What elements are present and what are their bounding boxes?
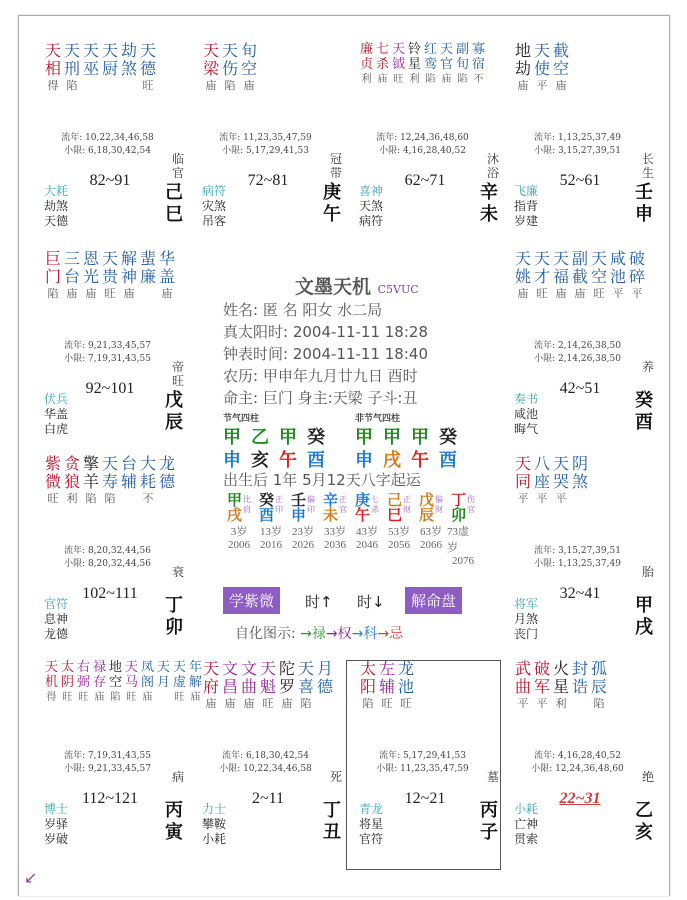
hour-down-button[interactable]: 时↓	[357, 593, 385, 611]
star: 陀 罗 庙	[278, 659, 295, 710]
dayun-item[interactable]: 辛 未 正 官 33岁 2036	[322, 491, 347, 551]
star: 天 巫	[82, 41, 99, 78]
feijieqi-stems: 甲 甲 甲 癸	[355, 427, 457, 448]
palace-si[interactable]	[30, 12, 185, 228]
legend-ji: →忌	[377, 626, 404, 642]
star: 天 相 得	[44, 41, 61, 92]
ganzhi: 丁丑	[323, 800, 341, 843]
star: 太 阳 陷	[359, 659, 376, 710]
star: 天 喜 陷	[297, 659, 314, 710]
life-stage: 长生	[641, 152, 654, 180]
selected-palace-outline	[346, 660, 501, 870]
star: 年 解 庙	[188, 660, 202, 703]
star: 禄 存 庙	[92, 660, 106, 703]
decade-range: 42~51	[559, 380, 601, 397]
life-stage: 衰	[171, 565, 184, 579]
decade-range: 52~61	[559, 172, 601, 189]
xiaoxian-ages: 小限: 10,22,34,46,58	[219, 764, 312, 774]
star: 右 弼 旺	[76, 660, 90, 703]
jieqi-stems: 甲 乙 甲 癸	[223, 427, 325, 448]
spirit-list: 青龙 将星 官符	[359, 802, 384, 846]
star: 贪 狼 利	[63, 454, 80, 505]
dayun-item[interactable]: 壬 申 偏 印 23岁 2026	[290, 491, 315, 551]
star: 咸 池 平	[609, 249, 626, 300]
star: 天 伤 陷	[221, 41, 238, 92]
star: 紫 微 旺	[44, 454, 61, 505]
legend-quan: →权	[325, 626, 352, 642]
star: 天 哭 平	[552, 454, 569, 505]
decade-range: 2~11	[251, 790, 285, 807]
star: 劫 煞	[120, 41, 137, 78]
dayun-item[interactable]: 丁 卯 伤 官 73虚岁 2076	[447, 491, 475, 567]
ganzhi: 癸酉	[635, 390, 653, 433]
liunian-years: 流年: 12,24,36,48,60	[376, 133, 469, 143]
true-solar-time: 真太阳时: 2004-11-11 18:28	[223, 323, 428, 341]
spirit-list: 大耗 劫煞 天德	[44, 184, 69, 228]
star: 龙 池 旺	[397, 659, 414, 710]
lunar-date: 农历: 甲申年九月廿九日 酉时	[223, 367, 418, 385]
star: 天 厨	[101, 41, 118, 78]
xiaoxian-ages: 小限: 2,14,26,38,50	[534, 354, 621, 364]
ganzhi: 辛未	[480, 182, 498, 225]
self-transform-legend: 自化图示: →禄→权→科→忌	[235, 626, 404, 642]
star: 孤 辰 陷	[590, 659, 607, 710]
decade-range: 112~121	[81, 790, 139, 807]
star: 红 鸾 陷	[423, 42, 437, 85]
star: 天 钺 旺	[391, 42, 405, 85]
star-list	[514, 455, 589, 507]
palace-chen[interactable]	[30, 220, 185, 436]
interpret-chart-button[interactable]: 解命盘	[405, 587, 462, 614]
star: 天 月	[156, 660, 170, 690]
star-list	[202, 42, 258, 94]
xiaoxian-ages: 小限: 5,17,29,41,53	[222, 146, 309, 156]
xiaoxian-ages: 小限: 6,18,30,42,54	[64, 146, 151, 156]
star: 武 曲 平	[514, 659, 531, 710]
star: 廉 贞 利	[359, 42, 373, 85]
star: 副 截 庙	[571, 249, 588, 300]
ganzhi: 乙亥	[635, 800, 653, 843]
arrow-down-left-icon: ↙	[24, 868, 38, 887]
ganzhi: 丁卯	[165, 595, 183, 638]
liunian-years: 流年: 9,21,33,45,57	[64, 341, 151, 351]
ganzhi: 丙寅	[165, 800, 183, 843]
dayun-row	[223, 493, 479, 567]
jieqi-branches: 申 亥 午 酉	[223, 450, 325, 471]
decade-range[interactable]: 22~31	[559, 790, 601, 807]
liunian-years: 流年: 10,22,34,46,58	[61, 133, 154, 143]
palace-wei[interactable]	[345, 12, 500, 228]
liunian-years: 流年: 8,20,32,44,56	[64, 546, 151, 556]
star: 地 空 陷	[108, 660, 122, 703]
star: 铃 星 利	[407, 42, 421, 85]
palace-yin[interactable]	[30, 630, 202, 846]
spirit-list: 奏书 咸池 晦气	[514, 392, 539, 436]
decade-range: 32~41	[559, 585, 601, 602]
star: 七 杀 庙	[375, 42, 389, 85]
star-list	[514, 42, 570, 94]
star: 天 府 庙	[202, 659, 219, 710]
liunian-years: 流年: 5,17,29,41,53	[379, 751, 466, 761]
start-luck: 出生后 1年 5月12天八字起运	[223, 471, 421, 489]
star: 破 军 平	[533, 659, 550, 710]
star: 截 空 庙	[552, 41, 569, 92]
life-stage: 绝	[641, 770, 654, 784]
liunian-years: 流年: 2,14,26,38,50	[534, 341, 621, 351]
ganzhi: 壬申	[635, 182, 653, 225]
legend-ke: →科	[351, 626, 378, 642]
star: 天 刑 陷	[63, 41, 80, 92]
dayun-item[interactable]: 己 巳 正 财 53岁 2056	[386, 491, 411, 551]
xiaoxian-ages: 小限: 8,20,32,44,56	[64, 559, 151, 569]
ganzhi: 丙子	[480, 800, 498, 843]
star: 天 同 平	[514, 454, 531, 505]
star-list	[44, 250, 176, 302]
star: 凤 阁 庙	[140, 660, 154, 703]
xiaoxian-ages: 小限: 9,21,33,45,57	[64, 764, 151, 774]
palace-mao[interactable]	[30, 425, 185, 641]
star: 巨 门 陷	[44, 249, 61, 300]
clock-time: 钟表时间: 2004-11-11 18:40	[223, 345, 428, 363]
star: 阴 煞	[571, 454, 588, 491]
life-stage: 死	[329, 770, 342, 784]
jieqi-label: 节气四柱	[223, 414, 260, 424]
feijieqi-branches: 申 戌 午 酉	[355, 450, 457, 471]
spirit-list: 力士 攀鞍 小耗	[202, 802, 227, 846]
star: 天 虚 旺	[172, 660, 186, 703]
star-list	[359, 42, 486, 88]
hour-up-button[interactable]: 时↑	[305, 593, 333, 611]
liunian-years: 流年: 7,19,31,43,55	[64, 751, 151, 761]
spirit-list: 飞廉 指背 岁建	[514, 184, 539, 228]
life-stage: 帝旺	[171, 360, 184, 388]
life-stage: 病	[171, 770, 184, 784]
star: 天 机 得	[44, 660, 58, 703]
star: 擎 羊 陷	[82, 454, 99, 505]
star: 文 曲 庙	[240, 659, 257, 710]
star: 天 官 庙	[439, 42, 453, 85]
ganzhi: 己巳	[165, 182, 183, 225]
life-stage: 临官	[171, 152, 184, 180]
liunian-years: 流年: 1,13,25,37,49	[534, 133, 621, 143]
liunian-years: 流年: 3,15,27,39,51	[534, 546, 621, 556]
star: 左 辅 旺	[378, 659, 395, 710]
life-lords: 命主: 巨门 身主:天梁 子斗:丑	[223, 389, 418, 407]
star: 蜚 廉	[139, 249, 156, 286]
ganzhi: 甲戌	[635, 595, 653, 638]
chart-code: C5VUC	[377, 283, 419, 296]
star-list	[202, 660, 334, 712]
star: 华 盖 庙	[158, 249, 175, 300]
star-list	[514, 250, 646, 302]
xiaoxian-ages: 小限: 11,23,35,47,59	[376, 764, 469, 774]
star: 天 福 庙	[552, 249, 569, 300]
spirit-list: 官符 息神 龙德	[44, 597, 69, 641]
legend-lu: →禄	[300, 626, 326, 642]
life-stage: 养	[641, 360, 654, 374]
star: 寡 宿 不	[471, 42, 485, 85]
star: 封 诰	[571, 659, 588, 696]
decade-range: 12~21	[404, 790, 446, 807]
palace-shen[interactable]	[500, 12, 655, 228]
star: 天 使 平	[533, 41, 550, 92]
spirit-list: 喜神 天煞 病符	[359, 184, 384, 228]
star-list	[44, 455, 176, 507]
palace-xu[interactable]	[500, 425, 655, 641]
learn-ziwei-button[interactable]: 学紫微	[223, 587, 280, 614]
star: 天 马 旺	[124, 660, 138, 703]
star-list	[44, 42, 157, 94]
life-stage: 胎	[641, 565, 654, 579]
ganzhi: 戊辰	[165, 390, 183, 433]
star: 天 贵 旺	[101, 249, 118, 300]
life-stage: 冠带	[329, 152, 342, 180]
liunian-years: 流年: 4,16,28,40,52	[534, 751, 621, 761]
spirit-list: 病符 灾煞 吊客	[202, 184, 227, 228]
star-list	[514, 660, 608, 712]
center-panel	[215, 265, 485, 660]
palace-wu[interactable]	[188, 12, 343, 228]
name-line: 姓名: 匿 名 阳女 水二局	[223, 301, 383, 319]
star: 天 姚 庙	[514, 249, 531, 300]
star: 天 德 旺	[139, 41, 156, 92]
star: 三 台 庙	[63, 249, 80, 300]
decade-range: 72~81	[247, 172, 289, 189]
decade-range: 62~71	[404, 172, 446, 189]
ganzhi: 庚午	[323, 182, 341, 225]
palace-chou[interactable]	[188, 630, 343, 846]
palace-hai[interactable]	[500, 630, 655, 846]
life-stage: 墓	[486, 770, 499, 784]
star: 旬 空 庙	[240, 41, 257, 92]
xiaoxian-ages: 小限: 4,16,28,40,52	[379, 146, 466, 156]
xiaoxian-ages: 小限: 1,13,25,37,49	[534, 559, 621, 569]
star: 解 神 庙	[120, 249, 137, 300]
star: 天 魁 旺	[259, 659, 276, 710]
star: 副 旬 陷	[455, 42, 469, 85]
decade-range: 92~101	[85, 380, 135, 397]
decade-range: 82~91	[89, 172, 131, 189]
xiaoxian-ages: 小限: 3,15,27,39,51	[534, 146, 621, 156]
xiaoxian-ages: 小限: 12,24,36,48,60	[531, 764, 624, 774]
palace-you[interactable]	[500, 220, 655, 436]
app-title: 文墨天机 C5VUC	[295, 276, 419, 298]
star: 文 昌 庙	[221, 659, 238, 710]
liunian-years: 流年: 6,18,30,42,54	[222, 751, 309, 761]
feijieqi-label: 非节气四柱	[355, 414, 401, 424]
spirit-list: 小耗 亡神 贯索	[514, 802, 539, 846]
dayun-item[interactable]: 甲 戌 比 肩 3岁 2006	[226, 491, 251, 551]
star: 天 寿 陷	[101, 454, 118, 505]
life-stage: 沐浴	[486, 152, 499, 180]
dayun-item[interactable]: 癸 酉 正 印 13岁 2016	[258, 491, 283, 551]
star: 地 劫 庙	[514, 41, 531, 92]
spirit-list: 将军 月煞 丧门	[514, 597, 539, 641]
star: 天 梁 庙	[202, 41, 219, 92]
star: 龙 德	[158, 454, 175, 491]
liunian-years: 流年: 11,23,35,47,59	[219, 133, 312, 143]
star: 台 辅	[120, 454, 137, 491]
dayun-item[interactable]: 戊 辰 偏 财 63岁 2066	[418, 491, 443, 551]
spirit-list: 博士 岁驿 岁破	[44, 802, 69, 846]
spirit-list: 伏兵 华盖 白虎	[44, 392, 69, 436]
star: 大 耗 不	[139, 454, 156, 505]
star: 天 才 旺	[533, 249, 550, 300]
star: 破 碎 平	[628, 249, 645, 300]
decade-range: 102~111	[82, 585, 138, 602]
xiaoxian-ages: 小限: 7,19,31,43,55	[64, 354, 151, 364]
star: 太 阴 旺	[60, 660, 74, 703]
star: 八 座 平	[533, 454, 550, 505]
star: 恩 光 庙	[82, 249, 99, 300]
dayun-item[interactable]: 庚 午 七 杀 43岁 2046	[354, 491, 379, 551]
star: 月 德	[316, 659, 333, 696]
star-list	[44, 660, 203, 706]
star: 天 空 旺	[590, 249, 607, 300]
star: 火 星 利	[552, 659, 569, 710]
